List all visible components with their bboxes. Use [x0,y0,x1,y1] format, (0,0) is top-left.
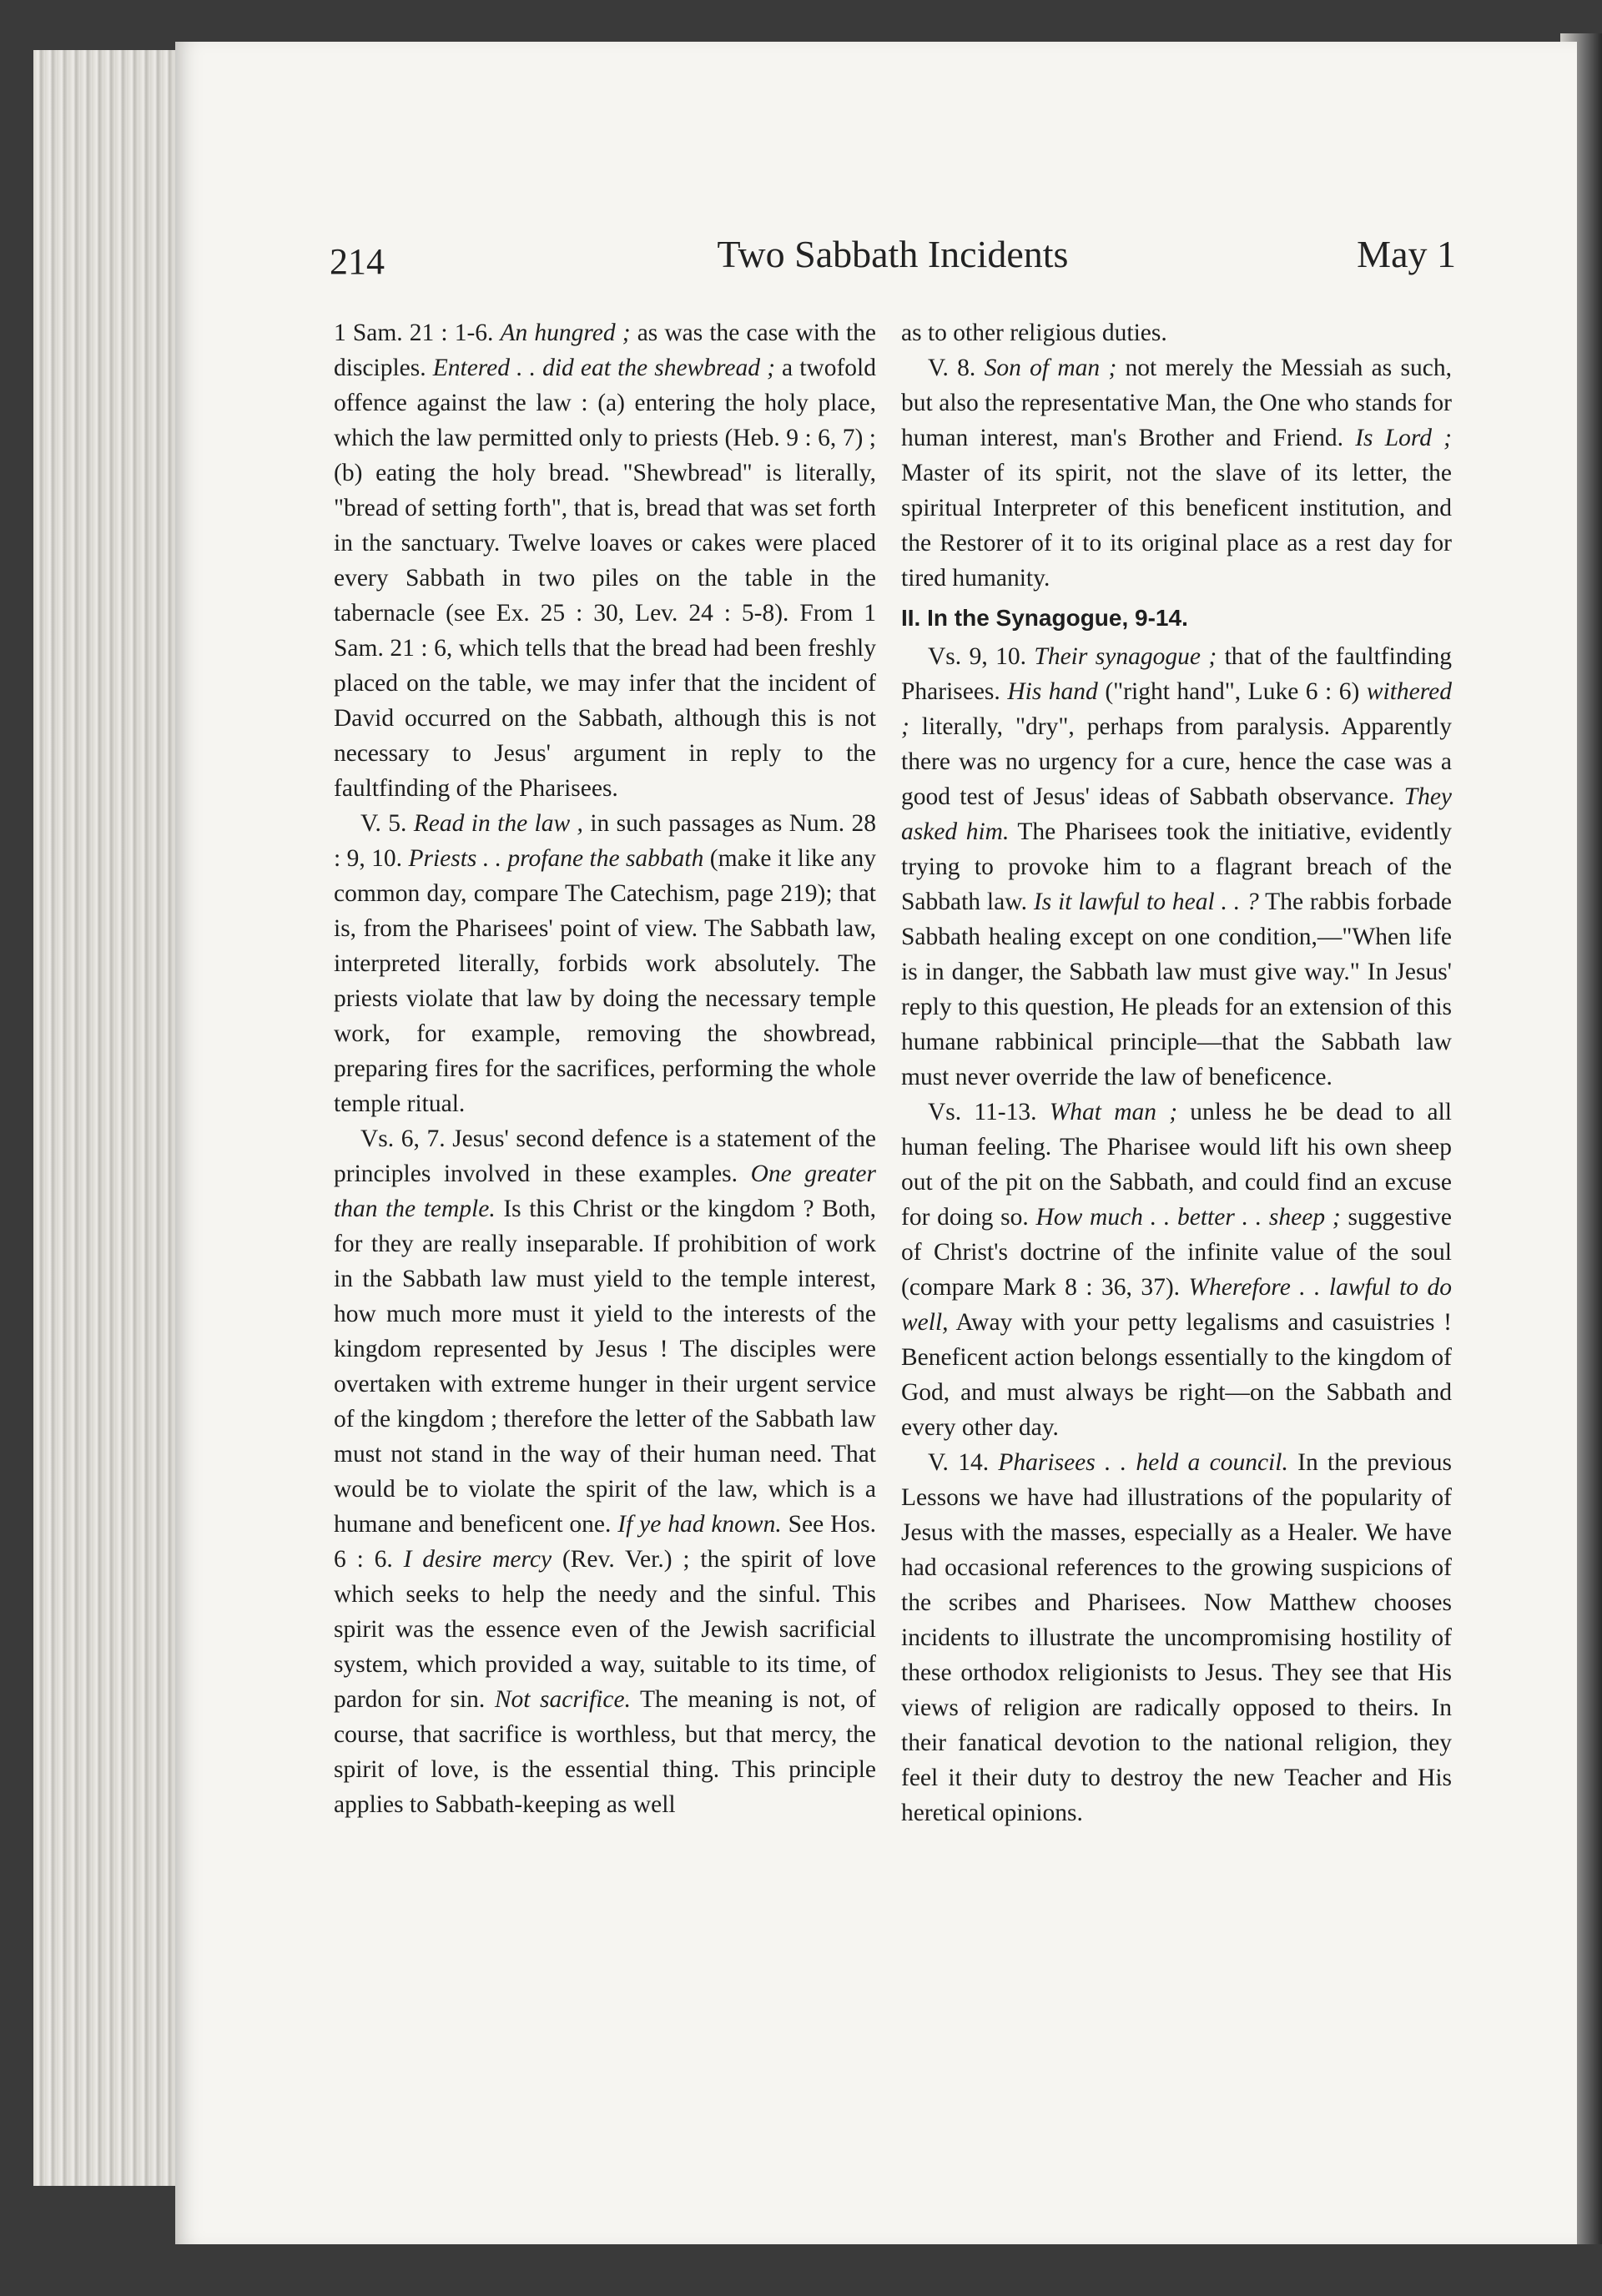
text-run: (make it like any common day, compare The Catechism, page 219); that is, from the Pharisees' point of view. The Sabbath law, interpreted literally, forbids work absolutely. The priests violate that law by doing the necessary temple work, for example, removing the showbread, preparing fires for the sacrifices, performing the whole temple ritual. [334,845,876,1117]
text-run: ("right hand", Luke 6 : 6) [1097,678,1367,705]
text-run: as was the case with the disciples. [334,320,876,381]
italic-reference: Their synagogue ; [1034,643,1217,670]
italic-reference: How much . . better . . sheep ; [1035,1204,1341,1231]
text-run: See Hos. 6 : 6. [334,1511,876,1573]
text-run: V. 14. [928,1449,999,1476]
text-run: as to other religious duties. [901,320,1167,346]
paragraph [334,315,876,806]
paragraph [901,350,1452,596]
running-date: May 1 [1357,233,1456,275]
text-run: Is this Christ or the kingdom ? Both, for they are really inseparable. If prohibition of work in the Sabbath law must yield to the temple interest, how much more must it yield to the interests of the kingdom represented by Jesus ! The disciples were overtaken with extreme hunger in their urgent service of the kingdom ; therefore the letter of the Sabbath law must not stand in the way of their human need. That would be to violate the spirit of the law, which is a humane and beneficent one. [334,1196,876,1538]
text-run: literally, "dry", perhaps from paralysis. Apparently there was no urgency for a cure, hence the case was a good test of Jesus' ideas of Sabbath observance. [901,713,1452,810]
italic-reference: Not sacrifice. [494,1686,631,1713]
section-heading: II. In the Synagogue, 9-14. [901,605,1188,631]
text-run: in such passages as Num. 28 : 9, 10. [334,810,876,872]
text-run: V. 8. [928,355,985,381]
italic-reference: Wherefore . . lawful to do well, [901,1274,1452,1336]
italic-reference: If ye had known. [617,1511,782,1538]
running-header [330,232,1456,282]
text-run: Master of its spirit, not the slave of its letter, the spiritual Interpreter of this beneficent institution, and the Restorer of it to its original place as a rest day for tired humanity. [901,460,1452,592]
left-column [334,315,876,1822]
text-run: not merely the Messiah as such, but also the representative Man, the One who stands for human interest, man's Brother and Friend. [901,355,1452,451]
italic-reference: Entered . . did eat the shewbread ; [432,355,775,381]
italic-reference: An hungred ; [500,320,631,346]
text-run: The Pharisees took the initiative, evidently trying to provoke him to a flagrant breach of the Sabbath law. [901,818,1452,915]
text-run: The meaning is not, of course, that sacrifice is worthless, but that mercy, the spirit of love, is the essential thing. This principle applies to Sabbath-keeping as well [334,1686,876,1818]
text-run: Away with your petty legalisms and casuistries ! Beneficent action belongs essentially to the kingdom of God, and must always be right—on the Sabbath and every other day. [901,1309,1452,1441]
paragraph [334,1121,876,1822]
italic-reference: I desire mercy [403,1546,552,1573]
paragraph [901,639,1452,1095]
italic-reference: Is Lord ; [1355,425,1453,451]
text-run: Vs. 9, 10. [928,643,1035,670]
paragraph [901,1095,1452,1445]
text-run: V. 5. [360,810,414,837]
text-run: (Rev. Ver.) ; the spirit of love which seeks to help the needy and the sinful. This spirit was the essence even of the Jewish sacrificial system, which provided a way, suitable to its time, of pardon for sin. [334,1546,876,1713]
text-run: that of the faultfinding Pharisees. [901,643,1452,705]
italic-reference: Priests . . profane the sabbath [408,845,704,872]
italic-reference: They asked him. [901,783,1452,845]
italic-reference: Pharisees . . held a council. [998,1449,1288,1476]
running-title: Two Sabbath Incidents [717,233,1069,275]
text-run: In the previous Lessons we have had illustrations of the popularity of Jesus with the masses, especially as a Healer. We have had occasional references to the growing suspicions of the scribes and Pharisees. Now Matthew chooses incidents to illustrate the uncompromising hostility of these orthodox religionists to Jesus. They see that His views of religion are radically opposed to theirs. In their fanatical devotion to the national religion, they feel it their duty to destroy the new Teacher and His heretical opinions. [901,1449,1452,1826]
page-number: 214 [330,241,385,282]
paragraph [334,806,876,1121]
text-run: a twofold offence against the law : (a) entering the holy place, which the law permitted only to priests (Heb. 9 : 6, 7) ; (b) eating the holy bread. "Shewbread" is literally, "bread of setting forth", that is, bread that was set forth in the sanctuary. Twelve loaves or cakes were placed every Sabbath in two piles on the table in the tabernacle (see Ex. 25 : 30, Lev. 24 : 5-8). From 1 Sam. 21 : 6, which tells that the bread had been freshly placed on the table, we may infer that the incident of David occurred on the Sabbath, although this is not necessary to Jesus' argument in reply to the faultfinding of the Pharisees. [334,355,876,802]
text-run: Vs. 6, 7. Jesus' second defence is a statement of the principles involved in these examples. [334,1125,876,1187]
italic-reference: What man ; [1049,1099,1178,1125]
italic-reference: One greater than the temple. [334,1161,876,1222]
italic-reference: Son of man ; [984,355,1117,381]
italic-reference: His hand [1007,678,1098,705]
text-run: unless he be dead to all human feeling. The Pharisee would lift his own sheep out of the pit on the Sabbath, and could find an excuse for doing so. [901,1099,1452,1231]
text-run: The rabbis forbade Sabbath healing except on one condition,—"When life is in danger, the Sabbath law must give way." In Jesus' reply to this question, He pleads for an extension of this humane rabbinical principle—that the Sabbath law must never override the law of beneficence. [901,889,1452,1090]
italic-reference: withered ; [901,678,1453,740]
book-page-edges [33,50,184,2186]
right-column [901,315,1452,1830]
text-run: Vs. 11-13. [928,1099,1050,1125]
paragraph [901,1445,1452,1830]
text-run: suggestive of Christ's doctrine of the infinite value of the soul (compare Mark 8 : 36, 37). [901,1204,1452,1301]
text-run: 1 Sam. 21 : 1-6. [334,320,501,346]
paragraph [901,315,1452,350]
italic-reference: Read in the law , [413,810,583,837]
italic-reference: Is it lawful to heal . . ? [1033,889,1259,915]
